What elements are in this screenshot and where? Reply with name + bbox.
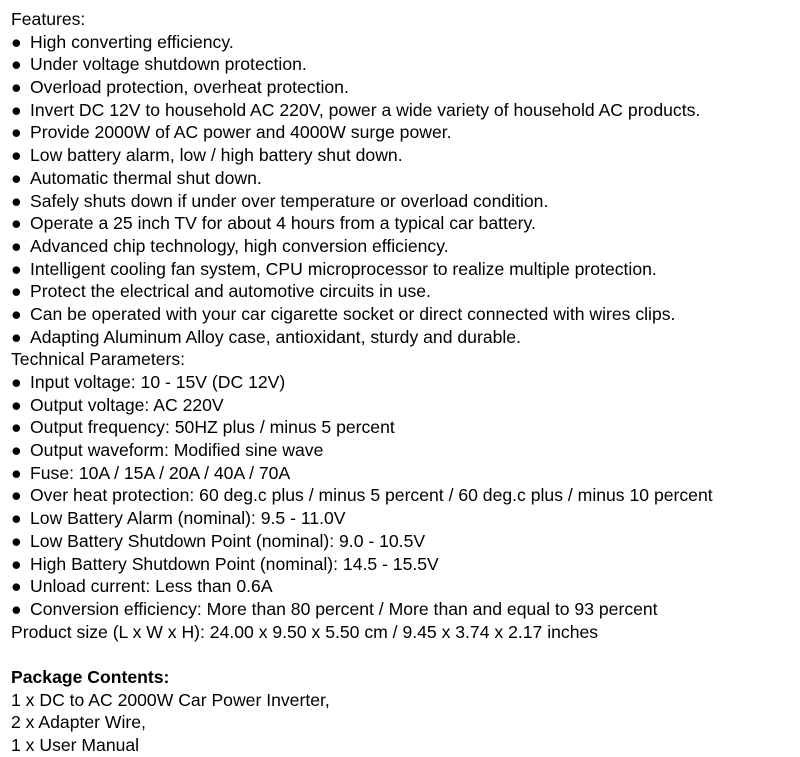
- product-size: Product size (L x W x H): 24.00 x 9.50 x 5.50 cm / 9.45 x 3.74 x 2.17 inches: [11, 621, 599, 642]
- features-list: [11, 31, 796, 349]
- bullet-icon: ●: [11, 77, 22, 98]
- bullet-icon: ●: [11, 576, 22, 597]
- package-list: [11, 689, 796, 757]
- bullet-icon: ●: [11, 553, 22, 574]
- list-item: ● Operate a 25 inch TV for about 4 hours from a typical car battery.: [11, 213, 536, 234]
- list-item: ● Over heat protection: 60 deg.c plus / minus 5 percent / 60 deg.c plus / minus 10 percent: [11, 485, 713, 506]
- list-item: ● Overload protection, overheat protection.: [11, 77, 349, 98]
- bullet-icon: ●: [11, 54, 22, 75]
- bullet-icon: ●: [11, 462, 22, 483]
- bullet-icon: ●: [11, 122, 22, 143]
- features-heading: Features:: [11, 9, 86, 29]
- list-item: ● Conversion efficiency: More than 80 percent / More than and equal to 93 percent: [11, 598, 658, 619]
- list-item: ● High Battery Shutdown Point (nominal): 14.5 - 15.5V: [11, 553, 439, 574]
- bullet-icon: ●: [11, 598, 22, 619]
- list-item: ● Protect the electrical and automotive circuits in use.: [11, 281, 431, 302]
- bullet-icon: ●: [11, 303, 22, 324]
- package-item: 1 x User Manual: [11, 735, 140, 755]
- bullet-icon: ●: [11, 440, 22, 461]
- bullet-icon: ●: [11, 213, 22, 234]
- bullet-icon: ●: [11, 99, 22, 120]
- list-item: ● Safely shuts down if under over temperature or overload condition.: [11, 190, 549, 211]
- list-item: ● Provide 2000W of AC power and 4000W surge power.: [11, 122, 452, 143]
- package-item: 1 x DC to AC 2000W Car Power Inverter,: [11, 689, 330, 710]
- list-item: ● Can be operated with your car cigarette socket or direct connected with wires clips.: [11, 303, 676, 324]
- list-item: ● Under voltage shutdown protection.: [11, 54, 307, 75]
- package-item: 2 x Adapter Wire,: [11, 712, 146, 733]
- list-item: ● Low Battery Shutdown Point (nominal): 9.0 - 10.5V: [11, 530, 426, 551]
- bullet-icon: ●: [11, 394, 22, 415]
- package-heading: Package Contents:: [11, 666, 170, 687]
- bullet-icon: ●: [11, 281, 22, 302]
- list-item: ● Output frequency: 50HZ plus / minus 5 percent: [11, 417, 395, 438]
- list-item: ● Output waveform: Modified sine wave: [11, 440, 324, 461]
- section-spacer: [11, 643, 796, 666]
- list-item: ● Unload current: Less than 0.6A: [11, 576, 273, 597]
- bullet-icon: ●: [11, 417, 22, 438]
- technical-heading: Technical Parameters:: [11, 349, 186, 370]
- bullet-icon: ●: [11, 508, 22, 529]
- bullet-icon: ●: [11, 258, 22, 279]
- bullet-icon: ●: [11, 145, 22, 166]
- bullet-icon: ●: [11, 372, 22, 392]
- list-item: ● High converting efficiency.: [11, 31, 234, 52]
- bullet-icon: ●: [11, 235, 22, 256]
- list-item: ● Advanced chip technology, high conversion efficiency.: [11, 235, 449, 256]
- list-item: ● Fuse: 10A / 15A / 20A / 40A / 70A: [11, 462, 291, 483]
- list-item: ● Invert DC 12V to household AC 220V, power a wide variety of household AC products.: [11, 99, 701, 120]
- technical-list: [11, 371, 796, 621]
- product-description: [11, 8, 796, 757]
- bullet-icon: ●: [11, 530, 22, 551]
- list-item: ● Output voltage: AC 220V: [11, 394, 224, 415]
- bullet-icon: ●: [11, 31, 22, 52]
- bullet-icon: ●: [11, 326, 22, 347]
- list-item: ● Intelligent cooling fan system, CPU microprocessor to realize multiple protection.: [11, 258, 657, 279]
- bullet-icon: ●: [11, 485, 22, 506]
- list-item: ● Automatic thermal shut down.: [11, 167, 262, 188]
- bullet-icon: ●: [11, 190, 22, 211]
- bullet-icon: ●: [11, 167, 22, 188]
- list-item: ● Adapting Aluminum Alloy case, antioxidant, sturdy and durable.: [11, 326, 521, 347]
- list-item: ● Low Battery Alarm (nominal): 9.5 - 11.0V: [11, 508, 346, 529]
- list-item: ● Input voltage: 10 - 15V (DC 12V): [11, 372, 286, 392]
- list-item: ● Low battery alarm, low / high battery shut down.: [11, 145, 403, 166]
